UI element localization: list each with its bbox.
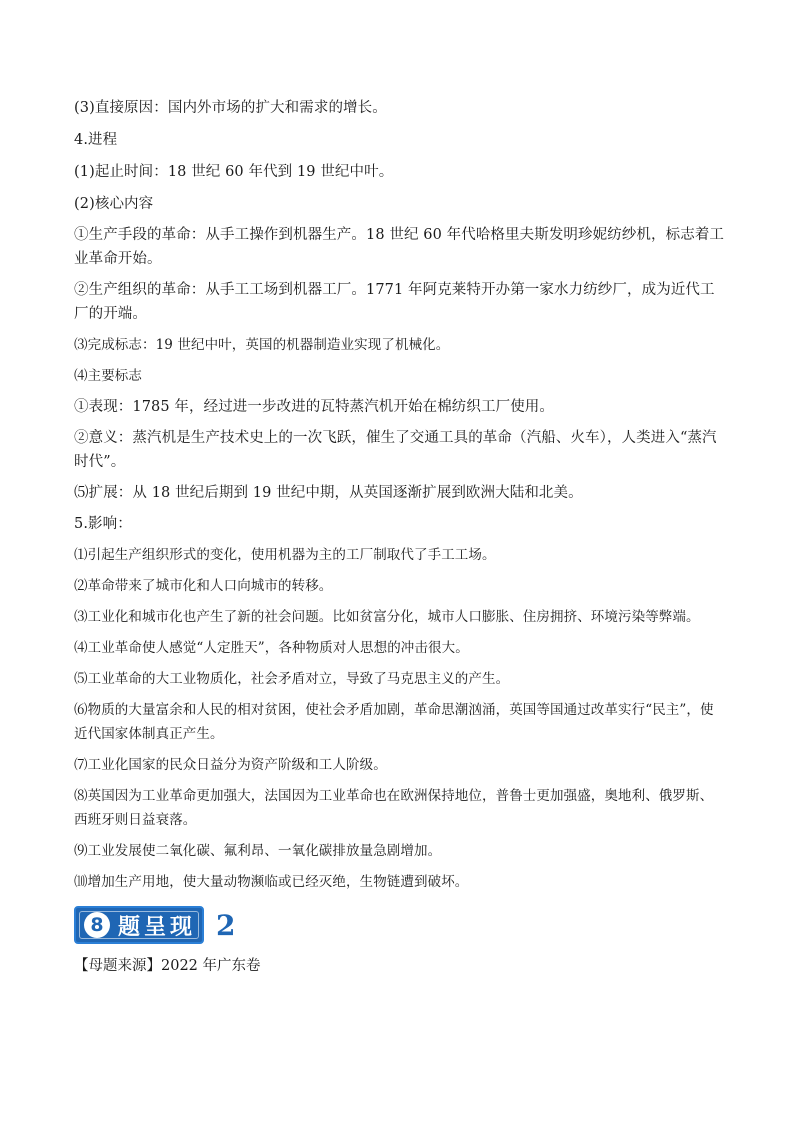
badge-label: 题呈现 bbox=[118, 914, 197, 940]
section-heading: 4.进程 bbox=[74, 132, 118, 148]
text-line: ⑷主要标志 bbox=[74, 368, 142, 384]
paragraph: ①生产手段的革命：从手工操作到机器生产。18 世纪 60 年代哈格里夫斯发明珍妮纺纱机，标志着工业革命开始。 bbox=[74, 227, 725, 267]
text-line: ⑼工业发展使二氧化碳、氟利昂、一氧化碳排放量急剧增加。 bbox=[74, 843, 442, 859]
section-heading: 5.影响： bbox=[74, 516, 132, 532]
text-line: (1)起止时间：18 世纪 60 年代到 19 世纪中叶。 bbox=[74, 164, 394, 180]
text-line: ⑷工业革命使人感觉“人定胜天”，各种物质对人思想的冲击很大。 bbox=[74, 640, 469, 656]
text-line: ⑶完成标志：19 世纪中叶，英国的机器制造业实现了机械化。 bbox=[74, 337, 450, 353]
text-line: ⑴引起生产组织形式的变化，使用机器为主的工厂制取代了手工工场。 bbox=[74, 547, 496, 563]
paragraph: ②意义：蒸汽机是生产技术史上的一次飞跃，催生了交通工具的革命（汽船、火车），人类进入“蒸汽时代”。 bbox=[74, 430, 717, 470]
text-line: ⑽增加生产用地，使大量动物濒临或已经灭绝，生物链遭到破坏。 bbox=[74, 874, 469, 890]
text-line: (3)直接原因：国内外市场的扩大和需求的增长。 bbox=[74, 100, 387, 116]
text-line: ⑵革命带来了城市化和人口向城市的转移。 bbox=[74, 578, 333, 594]
document-body bbox=[74, 96, 726, 993]
text-line: ⑸扩展：从 18 世纪后期到 19 世纪中期，从英国逐渐扩展到欧洲大陆和北美。 bbox=[74, 485, 583, 501]
text-line: ①表现：1785 年，经过进一步改进的瓦特蒸汽机开始在棉纺织工厂使用。 bbox=[74, 399, 555, 415]
paragraph: ⑻英国因为工业革命更加强大，法国因为工业革命也在欧洲保持地位，普鲁士更加强盛，奥地利、俄罗斯、西班牙则日益衰落。 bbox=[74, 788, 714, 828]
badge-number-icon: 8 bbox=[84, 912, 110, 938]
text-line: ⑸工业革命的大工业物质化，社会矛盾对立，导致了马克思主义的产生。 bbox=[74, 671, 510, 687]
text-line: (2)核心内容 bbox=[74, 196, 154, 212]
paragraph: ⑹物质的大量富余和人民的相对贫困，使社会矛盾加剧，革命思潮汹涌，英国等国通过改革实行“民主”，使近代国家体制真正产生。 bbox=[74, 702, 714, 742]
badge-count: 2 bbox=[216, 908, 236, 942]
section-badge-row bbox=[74, 906, 726, 944]
text-line: ⑶工业化和城市化也产生了新的社会问题。比如贫富分化，城市人口膨胀、住房拥挤、环境污染等弊端。 bbox=[74, 609, 700, 625]
source-label: 【母题来源】2022 年广东卷 bbox=[74, 958, 261, 974]
paragraph: ②生产组织的革命：从手工工场到机器工厂。1771 年阿克莱特开办第一家水力纺纱厂，成为近代工厂的开端。 bbox=[74, 282, 715, 322]
text-line: ⑺工业化国家的民众日益分为资产阶级和工人阶级。 bbox=[74, 757, 387, 773]
section-badge bbox=[74, 906, 204, 944]
